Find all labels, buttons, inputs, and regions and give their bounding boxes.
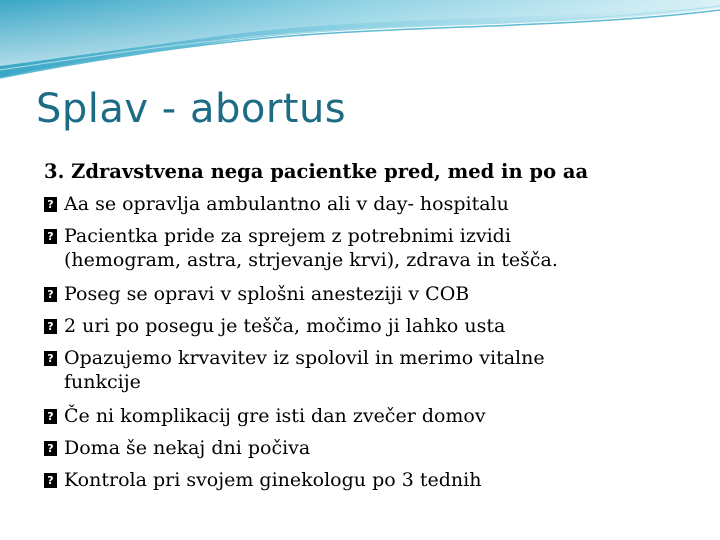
bullet-list	[44, 188, 684, 496]
bullet-text: (hemogram, astra, strjevanje krvi), zdrava in tešča.	[64, 249, 558, 271]
bullet-item	[44, 188, 684, 220]
bullet-icon: ?	[44, 229, 57, 244]
bullet-icon: ?	[44, 197, 57, 212]
bullet-text: Pacientka pride za sprejem z potrebnimi izvidi	[64, 225, 511, 247]
bullet-text: funkcije	[64, 371, 141, 393]
bullet-text: Če ni komplikacij gre isti dan zvečer domov	[64, 405, 486, 427]
bullet-icon: ?	[44, 319, 57, 334]
bullet-text: 2 uri po posegu je tešča, močimo ji lahko usta	[64, 315, 506, 337]
bullet-item	[44, 220, 684, 272]
bullet-icon: ?	[44, 441, 57, 456]
bullet-text: Doma še nekaj dni počiva	[64, 437, 311, 459]
slide-content	[44, 156, 684, 496]
bullet-item	[44, 432, 684, 464]
slide-subtitle: 3. Zdravstvena nega pacientke pred, med in po aa	[44, 160, 589, 183]
bullet-item	[44, 278, 684, 310]
bullet-item	[44, 310, 684, 342]
bullet-text: Aa se opravlja ambulantno ali v day- hospitalu	[64, 193, 509, 215]
bullet-text: Poseg se opravi v splošni anesteziji v COB	[64, 283, 470, 305]
bullet-item	[44, 464, 684, 496]
bullet-icon: ?	[44, 287, 57, 302]
bullet-item	[44, 400, 684, 432]
header-wave-decoration	[0, 0, 720, 90]
slide-title: Splav - abortus	[36, 86, 347, 132]
bullet-text: Opazujemo krvavitev iz spolovil in merimo vitalne	[64, 347, 545, 369]
bullet-text: Kontrola pri svojem ginekologu po 3 tednih	[64, 469, 482, 491]
bullet-icon: ?	[44, 409, 57, 424]
bullet-item	[44, 342, 684, 394]
bullet-icon: ?	[44, 351, 57, 366]
bullet-icon: ?	[44, 473, 57, 488]
